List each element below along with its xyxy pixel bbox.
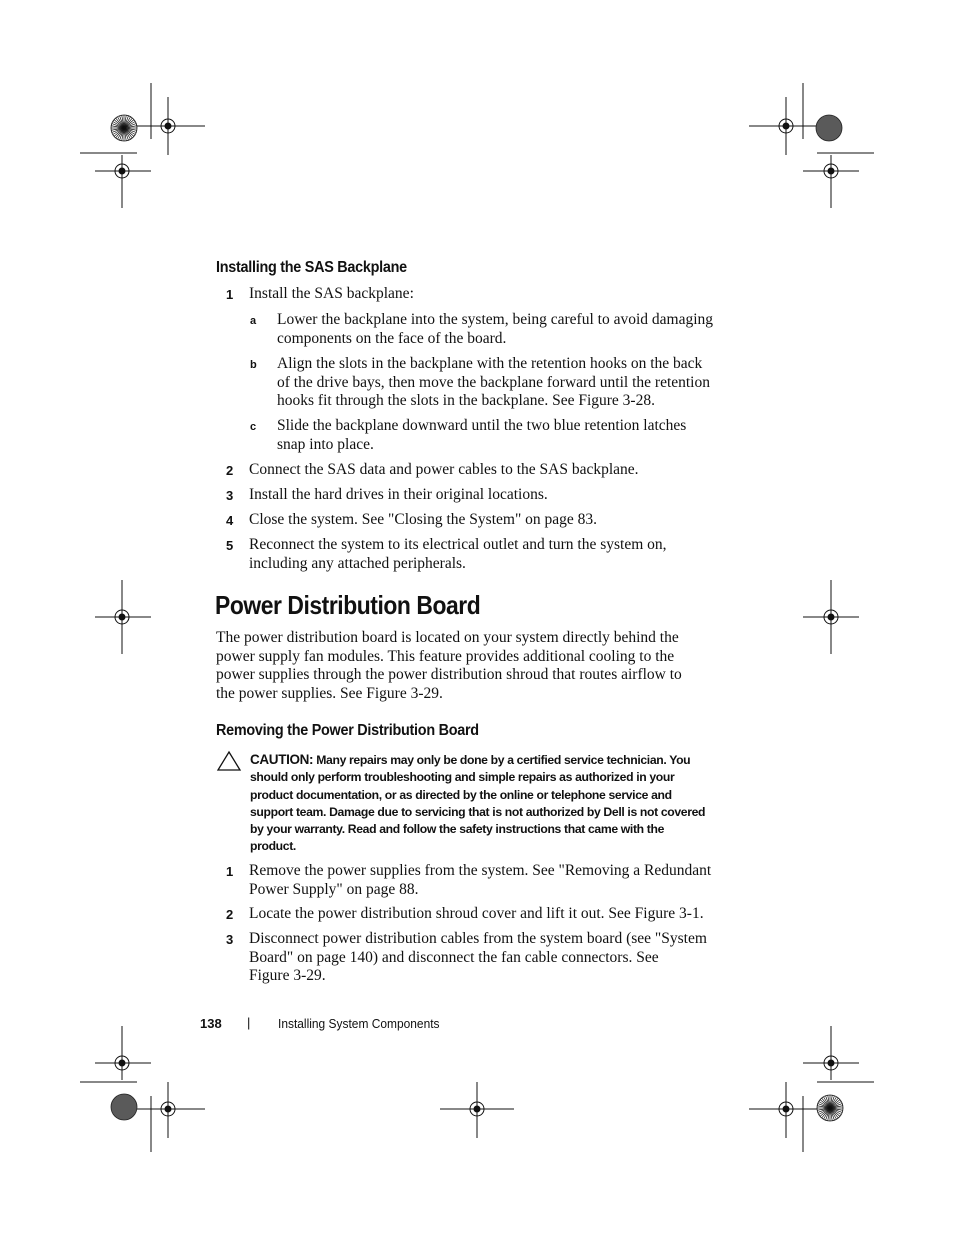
step-text-line: Figure 3-29.	[249, 967, 326, 984]
density-dot-icon	[816, 115, 842, 141]
step-text-line: Power Supply" on page 88.	[249, 880, 419, 898]
footer-chapter-title: Installing System Components	[278, 1016, 440, 1031]
caution-line: product.	[250, 839, 296, 854]
registration-mark-icon	[95, 155, 151, 208]
paragraph-line: power supply fan modules. This feature provides additional cooling to the	[216, 647, 675, 665]
step-number: 1	[226, 287, 234, 302]
substep-text	[277, 311, 713, 348]
registration-mark-icon	[803, 155, 859, 208]
step-text	[249, 862, 711, 899]
step-number: 1	[226, 864, 234, 879]
caution-line: support team. Damage due to servicing that is not authorized by Dell is not covered	[250, 804, 706, 819]
caution-triangle-icon	[216, 750, 242, 772]
substep-text-line: Slide the backplane downward until the two blue retention latches	[277, 417, 687, 434]
step-text-line: Install the hard drives in their original locations.	[249, 486, 548, 503]
step-number: 3	[226, 488, 234, 503]
caution-line: product documentation, or as directed by the online or telephone service and	[250, 787, 672, 802]
substep-text	[277, 417, 686, 454]
section-heading-installing-sas-backplane: Installing the SAS Backplane	[216, 259, 407, 276]
step-number: 2	[226, 907, 234, 922]
caution-text: Many repairs may only be done by a certified service technician. You	[316, 753, 691, 767]
step-number: 3	[226, 932, 234, 947]
paragraph-line: power supplies through the power distribution shroud that routes airflow to	[216, 666, 682, 683]
step-text-line: Disconnect power distribution cables from the system board (see "System	[249, 930, 707, 947]
substep-text-line: Align the slots in the backplane with the retention hooks on the back	[277, 355, 703, 372]
substep-text	[277, 355, 710, 411]
step-text-line: Board" on page 140) and disconnect the fan cable connectors. See	[249, 948, 659, 966]
caution-line: by your warranty. Read and follow the safety instructions that came with the	[250, 822, 665, 837]
registration-mark-icon	[749, 97, 822, 155]
step-text-line: Connect the SAS data and power cables to the SAS backplane.	[249, 461, 639, 478]
step-text	[249, 536, 667, 573]
substep-letter: b	[250, 359, 257, 371]
density-dot-icon	[111, 1094, 137, 1120]
step-number: 4	[226, 513, 234, 528]
step-text-line: Install the SAS backplane:	[249, 285, 414, 302]
caution-note	[250, 751, 720, 856]
step-text	[249, 905, 704, 924]
section-heading-removing-pdb: Removing the Power Distribution Board	[216, 722, 479, 739]
step-text-line: Remove the power supplies from the system. See "Removing a Redundant	[249, 862, 712, 879]
paragraph-line: The power distribution board is located on your system directly behind the	[216, 629, 679, 646]
step-text-line: Reconnect the system to its electrical outlet and turn the system on,	[249, 536, 667, 553]
intro-paragraph	[216, 629, 682, 703]
step-text	[249, 486, 548, 505]
step-text-line: Close the system. See "Closing the System" on page 83.	[249, 511, 598, 528]
registration-mark-icon	[803, 1026, 859, 1080]
step-number: 5	[226, 538, 234, 553]
registration-mark-icon	[95, 1026, 151, 1080]
substep-letter: c	[250, 421, 257, 433]
page-title: Power Distribution Board	[215, 590, 481, 620]
caution-label: CAUTION:	[250, 752, 314, 767]
substep-letter: a	[250, 315, 257, 327]
page-number: 138	[200, 1016, 222, 1031]
step-text	[249, 511, 597, 530]
substep-text-line: snap into place.	[277, 435, 374, 453]
starburst-target-icon	[111, 115, 137, 141]
step-text	[249, 930, 707, 986]
step-number: 2	[226, 463, 234, 478]
registration-mark-icon	[803, 580, 859, 654]
step-text-line: Locate the power distribution shroud cover and lift it out. See Figure 3-1.	[249, 905, 704, 922]
substep-text-line: Lower the backplane into the system, being careful to avoid damaging	[277, 311, 714, 328]
step-text	[249, 461, 639, 480]
registration-mark-icon	[95, 580, 151, 654]
starburst-target-icon	[817, 1095, 843, 1121]
substep-text-line: hooks fit through the slots in the backplane. See Figure 3-28.	[277, 392, 655, 409]
registration-mark-icon	[132, 1082, 205, 1138]
registration-mark-icon	[440, 1082, 514, 1138]
registration-mark-icon	[749, 1082, 822, 1138]
step-text	[249, 285, 414, 304]
step-text-line: including any attached peripherals.	[249, 554, 466, 572]
registration-mark-icon	[132, 97, 205, 155]
substep-text-line: components on the face of the board.	[277, 329, 507, 347]
paragraph-line: the power supplies. See Figure 3-29.	[216, 684, 443, 702]
footer-separator: |	[247, 1015, 251, 1030]
substep-text-line: of the drive bays, then move the backplane forward until the retention	[277, 373, 710, 391]
caution-line: should only perform troubleshooting and simple repairs as authorized in your	[250, 770, 675, 785]
caution-line	[250, 751, 720, 769]
